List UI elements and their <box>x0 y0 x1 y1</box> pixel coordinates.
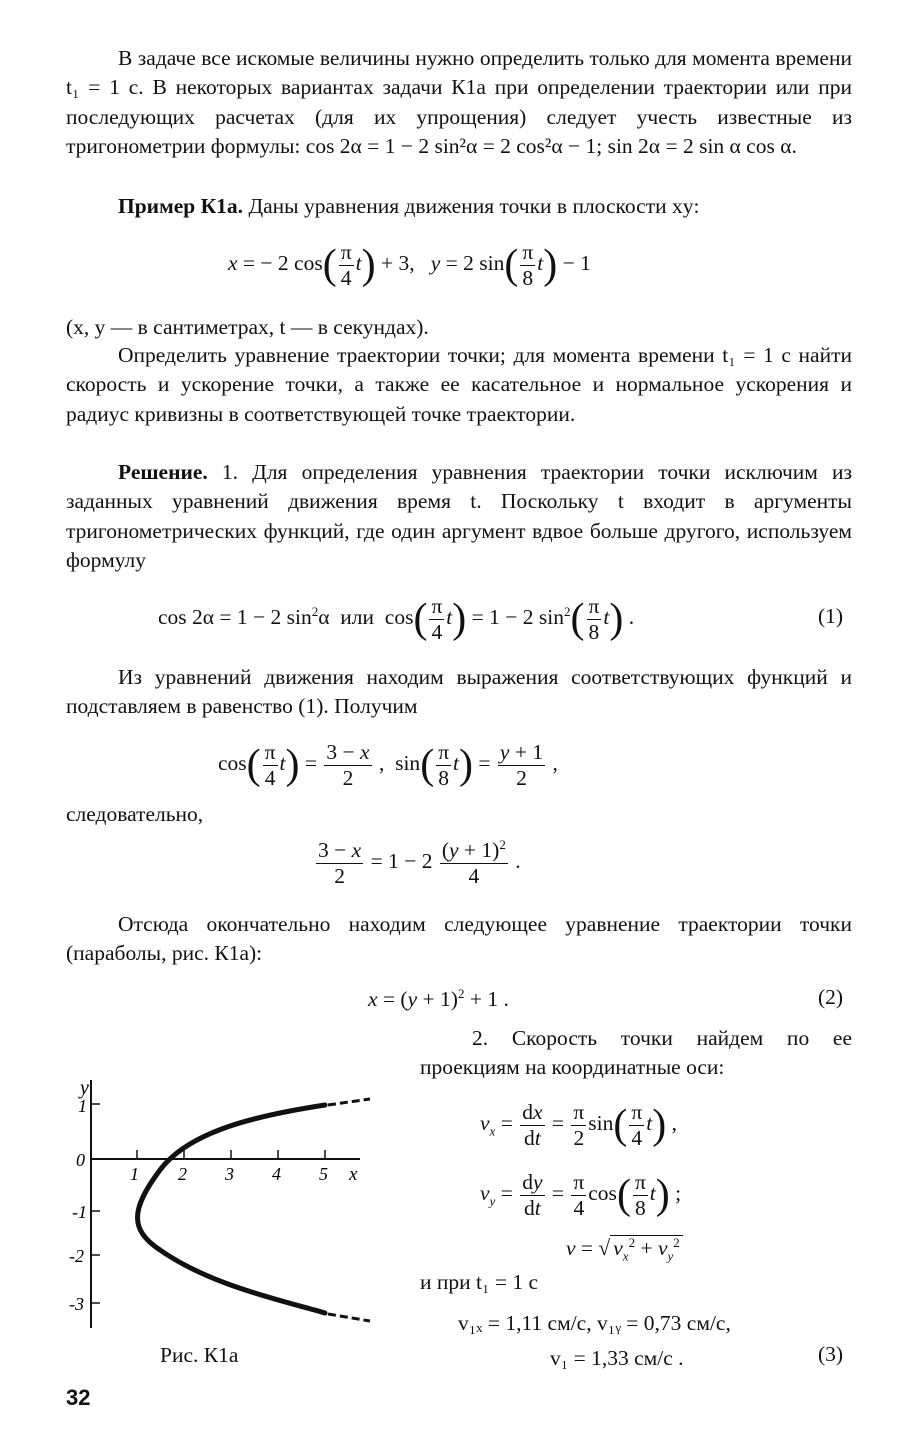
equation-2: $x = (y + 1)^2 + 1$ . <box>368 986 509 1012</box>
finally-paragraph: Отсюда окончательно находим следующее уравнение траектории точки (параболы, рис. К1а): <box>66 912 852 966</box>
y-tick-label: -2 <box>69 1246 84 1266</box>
y-axis-label: y <box>80 1077 89 1099</box>
intro-paragraph: В задаче все искомые величины нужно определить только для момента времени t₁ = 1 с. В некоторых вариантах задачи К1а при определении траектории или при последующих расчетах (для их упрощения) следует учесть известные из тригонометрии формулы: cos 2α = 1 − 2 sin²α = 2 cos²α − 1; sin 2α = 2 sin α cos α. <box>66 46 852 158</box>
y-tick-label: 0 <box>76 1150 85 1170</box>
vy-formula: $v_y$ = $\frac{dy}{dt}$ = $\frac{\pi}{4}$ cos( $\frac{\pi}{8}$ t) ; <box>480 1170 682 1220</box>
parabola-curve <box>138 1105 326 1313</box>
x-tick-label: 3 <box>225 1164 234 1184</box>
v-formula: v = √ $v_x^2 + v_y^2$ <box>566 1236 683 1262</box>
solution-label: Решение. <box>118 460 208 484</box>
substituted-equation: $\frac{3 - x}{2}$ = 1 − 2 $\frac{(y + 1)^2}{4}$ . <box>318 837 521 888</box>
y-tick-label: 1 <box>78 1096 87 1116</box>
x-tick-label: 2 <box>178 1164 187 1184</box>
page-number: 32 <box>66 1385 91 1410</box>
and-at-label: и при t₁ = 1 с <box>420 1270 539 1294</box>
x-tick-label: 4 <box>272 1164 281 1184</box>
eq-number-3: (3) <box>818 1342 844 1366</box>
y-tick-label: -3 <box>69 1294 84 1314</box>
result-line-1: v₁ₓ = 1,11 см/с, v₁ᵧ = 0,73 см/с, <box>458 1311 731 1335</box>
vx-formula: $v_x$ = $\frac{dx}{dt}$ = $\frac{\pi}{2}$ sin( $\frac{\pi}{4}$ t) , <box>480 1100 677 1150</box>
eq-number-1: (1) <box>818 604 844 628</box>
x-tick-label: 1 <box>130 1164 139 1184</box>
y-tick-label: -1 <box>72 1202 87 1222</box>
example-text: Даны уравнения движения точки в плоскости xy: <box>243 194 700 218</box>
units-note: (x, y — в сантиметрах, t — в секундах). <box>66 315 429 339</box>
parabola-dashed-upper <box>328 1099 370 1105</box>
equation-1: cos 2α = 1 − 2 $\sin^2\alpha$ или cos( $\frac{\pi}{4}$ t) = 1 − 2 $\sin^2$( $\frac{\pi}{8}$ t) . <box>158 594 635 644</box>
therefore-label: следовательно, <box>66 802 204 826</box>
task-paragraph: Определить уравнение траектории точки; для момента времени t₁ = 1 с найти скорость и ускорение точки, а также ее касательное и нормальное ускорения и радиус кривизны в соответствующей точке траектории. <box>66 343 852 426</box>
parabola-dashed-lower <box>328 1314 370 1321</box>
eq-number-2: (2) <box>818 985 844 1009</box>
trajectory-figure <box>60 1070 380 1340</box>
from-equations-paragraph: Из уравнений движения находим выражения соответствующих функций и подставляем в равенство (1). Получим <box>66 665 852 719</box>
function-expressions: cos( $\frac{\pi}{4}$ t) = $\frac{3 - x}{2}$ , sin( $\frac{\pi}{8}$ t) = $\frac{y + 1}{2}$ , <box>218 740 558 790</box>
solution-text: 1. Для определения уравнения траектории точки исключим из заданных уравнений движения время t. Поскольку t входит в аргументы тригонометрических функций, где один аргумент вдвое больше другого, используем формулу <box>66 460 852 572</box>
example-paragraph <box>66 192 852 221</box>
example-label: Пример К1а. <box>118 194 244 218</box>
x-axis-label: x <box>349 1164 358 1185</box>
solution-paragraph <box>66 458 852 575</box>
figure-caption: Рис. К1а <box>160 1343 239 1367</box>
velocity-paragraph: 2. Скорость точки найдем по ее проекциям на координатные оси: <box>420 1026 852 1080</box>
x-tick-label: 5 <box>319 1164 328 1184</box>
result-line-2: v₁ = 1,33 см/с . <box>550 1346 684 1370</box>
motion-equations: x = − 2 cos( $\frac{\pi}{4}$ t) + 3, y = 2 sin( $\frac{\pi}{8}$ t) − 1 <box>228 240 591 290</box>
